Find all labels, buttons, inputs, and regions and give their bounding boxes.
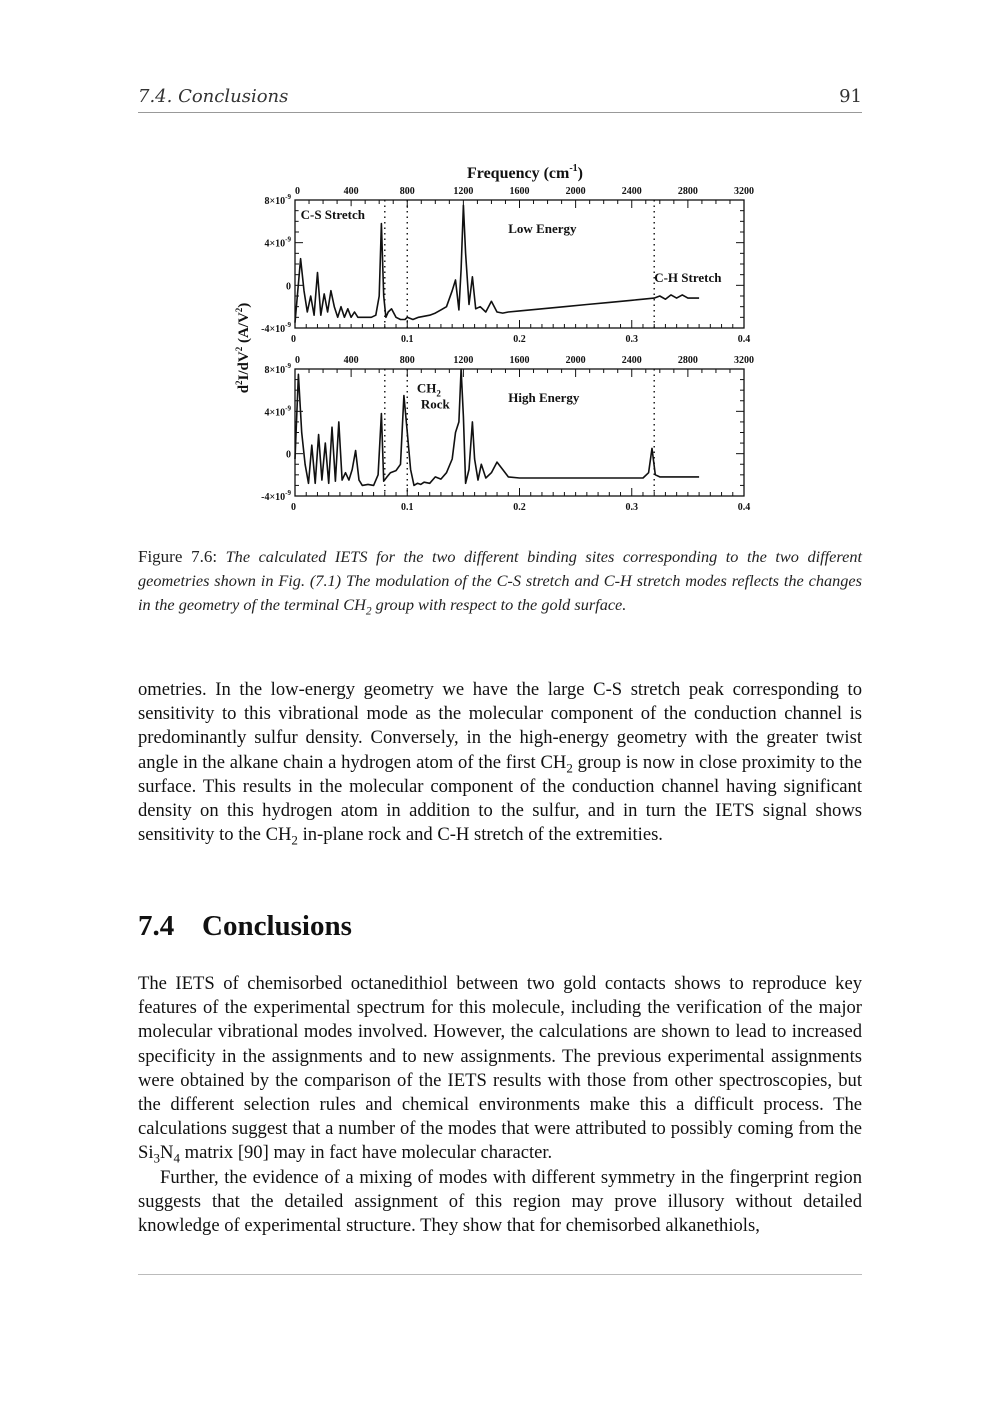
top-axis-title-close: ) [577, 165, 584, 182]
para2-text-a: The IETS of chemisorbed octanedithiol between two gold contacts shows to reproduce key features of the experimental spectrum for this molecule, including the verification of the major molecular vibrational modes involved. However, the calculations are shown to lead to increased specificity in the assignments and to new assignments. The previous experimental assignments were obtained by the comparison of the IETS results with those from other spectroscopies, but the different selection rules and chemical environments make this a difficult process. The calculations suggest that a number of the modes that were attributed to possibly coming from the Si [138, 973, 862, 1164]
y-tick-label-exponent: -9 [285, 235, 291, 244]
y-tick-label-base: 4×10 [264, 407, 286, 419]
top-tick-label: 2800 [677, 186, 698, 197]
section-heading [138, 910, 352, 943]
y-axis-label-superscript: 2 [234, 380, 244, 385]
y-tick-label-exponent: -9 [285, 321, 291, 329]
page-number: 91 [839, 86, 862, 107]
bottom-tick-label: 0.3 [625, 502, 638, 513]
top-tick-label: 400 [343, 355, 359, 366]
y-tick-label-exponent: -9 [285, 193, 291, 201]
bottom-tick-label: 0.2 [513, 502, 526, 513]
bottom-tick-label: 0.3 [625, 334, 638, 345]
top-tick-label: 400 [343, 186, 359, 197]
annotation-c-s-stretch: C-S Stretch [300, 207, 366, 223]
figure-label: Figure 7.6: [138, 547, 218, 566]
y-axis-label-part: d [236, 384, 252, 394]
y-axis-label-part: (A/V [236, 312, 252, 347]
y-tick-label-base: -4×10 [261, 492, 286, 503]
section-title: Conclusions [202, 910, 352, 942]
y-tick-label [264, 362, 291, 376]
y-axis-label-part: I/dV [236, 351, 252, 381]
y-tick-label-base: 8×10 [264, 196, 286, 207]
top-tick-label: 1200 [453, 355, 474, 366]
bottom-tick-label: 0.1 [401, 334, 414, 345]
bottom-tick-label: 0.2 [513, 334, 526, 345]
para1-text-b: group is now in close proximity to the surface. This results in the molecular component of the conduction channel having significant density on this hydrogen atom in addition to the sulfur, and in turn the IETS signal shows sensitivity to the CH [138, 751, 862, 846]
paragraph-further: Further, the evidence of a mixing of modes with different symmetry in the fingerprint region suggests that the detailed assignment of this region may prove illusory without detailed knowledge of experimental structure. They show that for chemisorbed alkanethiols, [138, 1167, 862, 1237]
para1-subscript-1: 2 [566, 760, 573, 776]
footer-rule [138, 1274, 862, 1275]
y-tick-label [264, 404, 291, 418]
annotation-base: CH [416, 380, 437, 396]
top-axis-title-base: Frequency (cm [466, 165, 570, 182]
y-axis-label-part: ) [236, 302, 252, 308]
y-tick-label-base: 4×10 [264, 238, 286, 250]
iets-chart-svg [225, 150, 770, 520]
bottom-tick-label: 0 [291, 334, 296, 345]
y-tick-label-base: -4×10 [261, 324, 286, 335]
paragraph-geometries [138, 678, 862, 847]
paragraph-conclusions [138, 972, 862, 1166]
y-tick-label [264, 236, 291, 250]
top-tick-label: 1600 [509, 355, 530, 366]
bottom-tick-label: 0.1 [401, 502, 414, 513]
caption-text-1: The calculated IETS for the two different binding sites corresponding to the two different geometries shown in Fig. (7.1) The modulation of the C-S stretch and C-H stretch modes reflects the changes in the geometry of the terminal CH [138, 547, 863, 614]
caption-subscript: 2 [365, 605, 372, 618]
bottom-tick-label: 0 [291, 502, 296, 513]
annotation-c-h-stretch: C-H Stretch [654, 270, 722, 286]
panel-label-high-energy: High Energy [508, 390, 580, 405]
y-tick-label: 0 [286, 449, 291, 461]
series-line-high-energy [295, 369, 699, 485]
top-tick-label: 2000 [565, 355, 586, 366]
y-axis-label-superscript: 2 [234, 346, 244, 352]
para2-text-c: matrix [90] may in fact have molecular character. [179, 1142, 553, 1164]
top-axis-title-superscript: -1 [569, 163, 578, 174]
para1-text-c: in-plane rock and C-H stretch of the extremities. [297, 824, 663, 846]
top-tick-label: 800 [399, 355, 415, 366]
bottom-tick-label: 0.4 [737, 334, 751, 345]
running-header [138, 86, 862, 113]
running-header-title: 7.4. Conclusions [138, 86, 289, 107]
top-tick-label: 3200 [734, 186, 754, 197]
top-tick-label: 0 [295, 355, 300, 366]
top-tick-label: 2400 [621, 186, 642, 197]
para2-subscript-2: 4 [173, 1151, 180, 1167]
top-axis-title [467, 163, 583, 182]
y-tick-label-base: 8×10 [264, 365, 286, 376]
top-tick-label: 0 [295, 186, 300, 197]
y-tick-label [261, 489, 291, 503]
top-tick-label: 1200 [453, 186, 474, 197]
y-axis-label-superscript: 2 [234, 307, 244, 313]
figure-caption [138, 545, 862, 617]
para2-subscript-1: 3 [153, 1151, 161, 1167]
y-tick-label [261, 321, 291, 335]
y-tick-label-exponent: -9 [285, 362, 291, 370]
panel-label-low-energy: Low Energy [508, 221, 577, 236]
section-number: 7.4 [138, 910, 175, 942]
y-axis-label [234, 303, 252, 394]
y-tick-label: 0 [286, 281, 291, 293]
top-tick-label: 1600 [509, 186, 530, 197]
annotation-subscript: 2 [436, 388, 441, 399]
figure-iets-chart [225, 150, 770, 520]
top-tick-label: 2000 [565, 186, 586, 197]
y-tick-label-exponent: -9 [285, 489, 291, 497]
top-tick-label: 2800 [677, 355, 698, 366]
para1-text-a: ometries. In the low-energy geometry we have the large C-S stretch peak corresponding to sensitivity to this vibrational mode as the molecular component of the conduction channel is predominantly sulfur density. Conversely, in the high-energy geometry with the greater twist angle in the alkane chain a hydrogen atom of the first CH [138, 679, 862, 773]
para2-text-b: N [160, 1142, 174, 1164]
annotation-rock: Rock [420, 396, 450, 412]
para1-subscript-2: 2 [291, 832, 298, 848]
bottom-tick-label: 0.4 [737, 502, 751, 513]
y-tick-label-exponent: -9 [285, 404, 291, 413]
top-tick-label: 800 [399, 186, 415, 197]
y-tick-label [264, 193, 291, 207]
top-tick-label: 2400 [621, 355, 642, 366]
caption-text-2: group with respect to the gold surface. [371, 595, 627, 614]
top-tick-label: 3200 [734, 355, 754, 366]
